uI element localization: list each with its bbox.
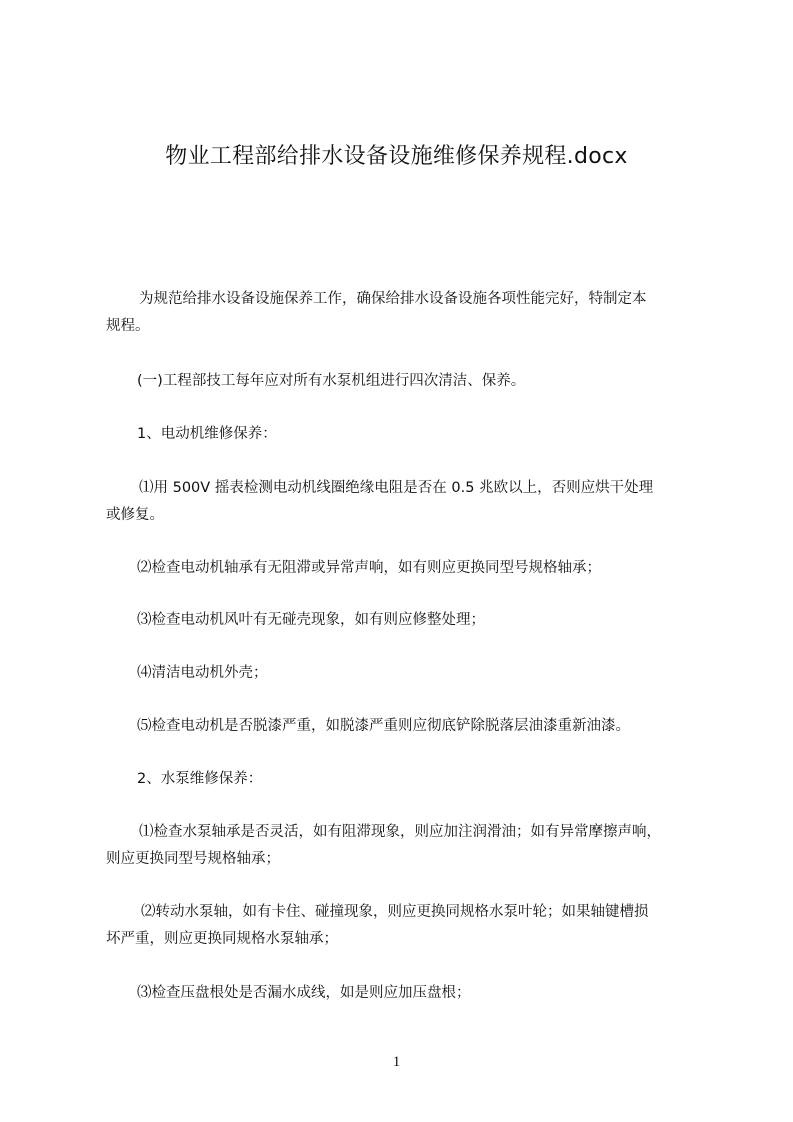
list-item-motor-1 — [106, 475, 721, 529]
list-item-motor-5 — [106, 713, 721, 740]
subsection-heading-pump — [106, 766, 721, 793]
document-title: 物业工程部给排水设备设施维修保养规程.docx — [165, 144, 628, 169]
paragraph-line: ⑶检查压盘根处是否漏水成线，如是则应加压盘根； — [137, 985, 471, 1001]
paragraph-line: ⑷清洁电动机外壳； — [137, 665, 268, 681]
paragraph-line: 或修复。 — [106, 507, 164, 523]
list-item-motor-3 — [106, 607, 721, 634]
paragraph-line: 2、水泵维修保养： — [137, 771, 263, 787]
paragraph-line: 1、电动机维修保养： — [137, 426, 277, 442]
paragraph-line: ⑶检查电动机风叶有无碰壳现象，如有则应修整处理； — [137, 612, 485, 628]
list-item-motor-4 — [106, 660, 721, 687]
paragraph-line: 坏严重，则应更换同规格水泵轴承； — [106, 931, 338, 947]
paragraph-line: ⑴用 500V 摇表检测电动机线圈绝缘电阻是否在 0.5 兆欧以上，否则应烘干处理 — [139, 480, 654, 496]
list-item-pump-1 — [106, 819, 721, 873]
paragraph-intro — [106, 286, 721, 340]
subsection-heading-motor — [106, 421, 721, 448]
paragraph-line: 为规范给排水设备设施保养工作，确保给排水设备设施各项性能完好，特制定本 — [139, 291, 647, 307]
section-heading-pumps — [106, 368, 721, 395]
list-item-pump-2 — [106, 899, 721, 953]
list-item-motor-2 — [106, 555, 721, 582]
paragraph-line: ⑵检查电动机轴承有无阻滞或异常声响，如有则应更换同型号规格轴承； — [137, 560, 601, 576]
paragraph-line: ⑴检查水泵轴承是否灵活，如有阻滞现象，则应加注润滑油；如有异常摩擦声响， — [139, 824, 661, 840]
paragraph-line: 规程。 — [106, 318, 150, 334]
list-item-pump-3 — [106, 980, 721, 1007]
paragraph-line: 则应更换同型号规格轴承； — [106, 851, 280, 867]
paragraph-line: ⑸检查电动机是否脱漆严重，如脱漆严重则应彻底铲除脱落层油漆重新油漆。 — [137, 718, 630, 734]
paragraph-line: ⑵转动水泵轴，如有卡住、碰撞现象，则应更换同规格水泵叶轮；如果轴键槽损 — [141, 904, 649, 920]
paragraph-line: (一)工程部技工每年应对所有水泵机组进行四次清洁、保养。 — [137, 373, 526, 389]
page-number: 1 — [392, 1054, 401, 1070]
